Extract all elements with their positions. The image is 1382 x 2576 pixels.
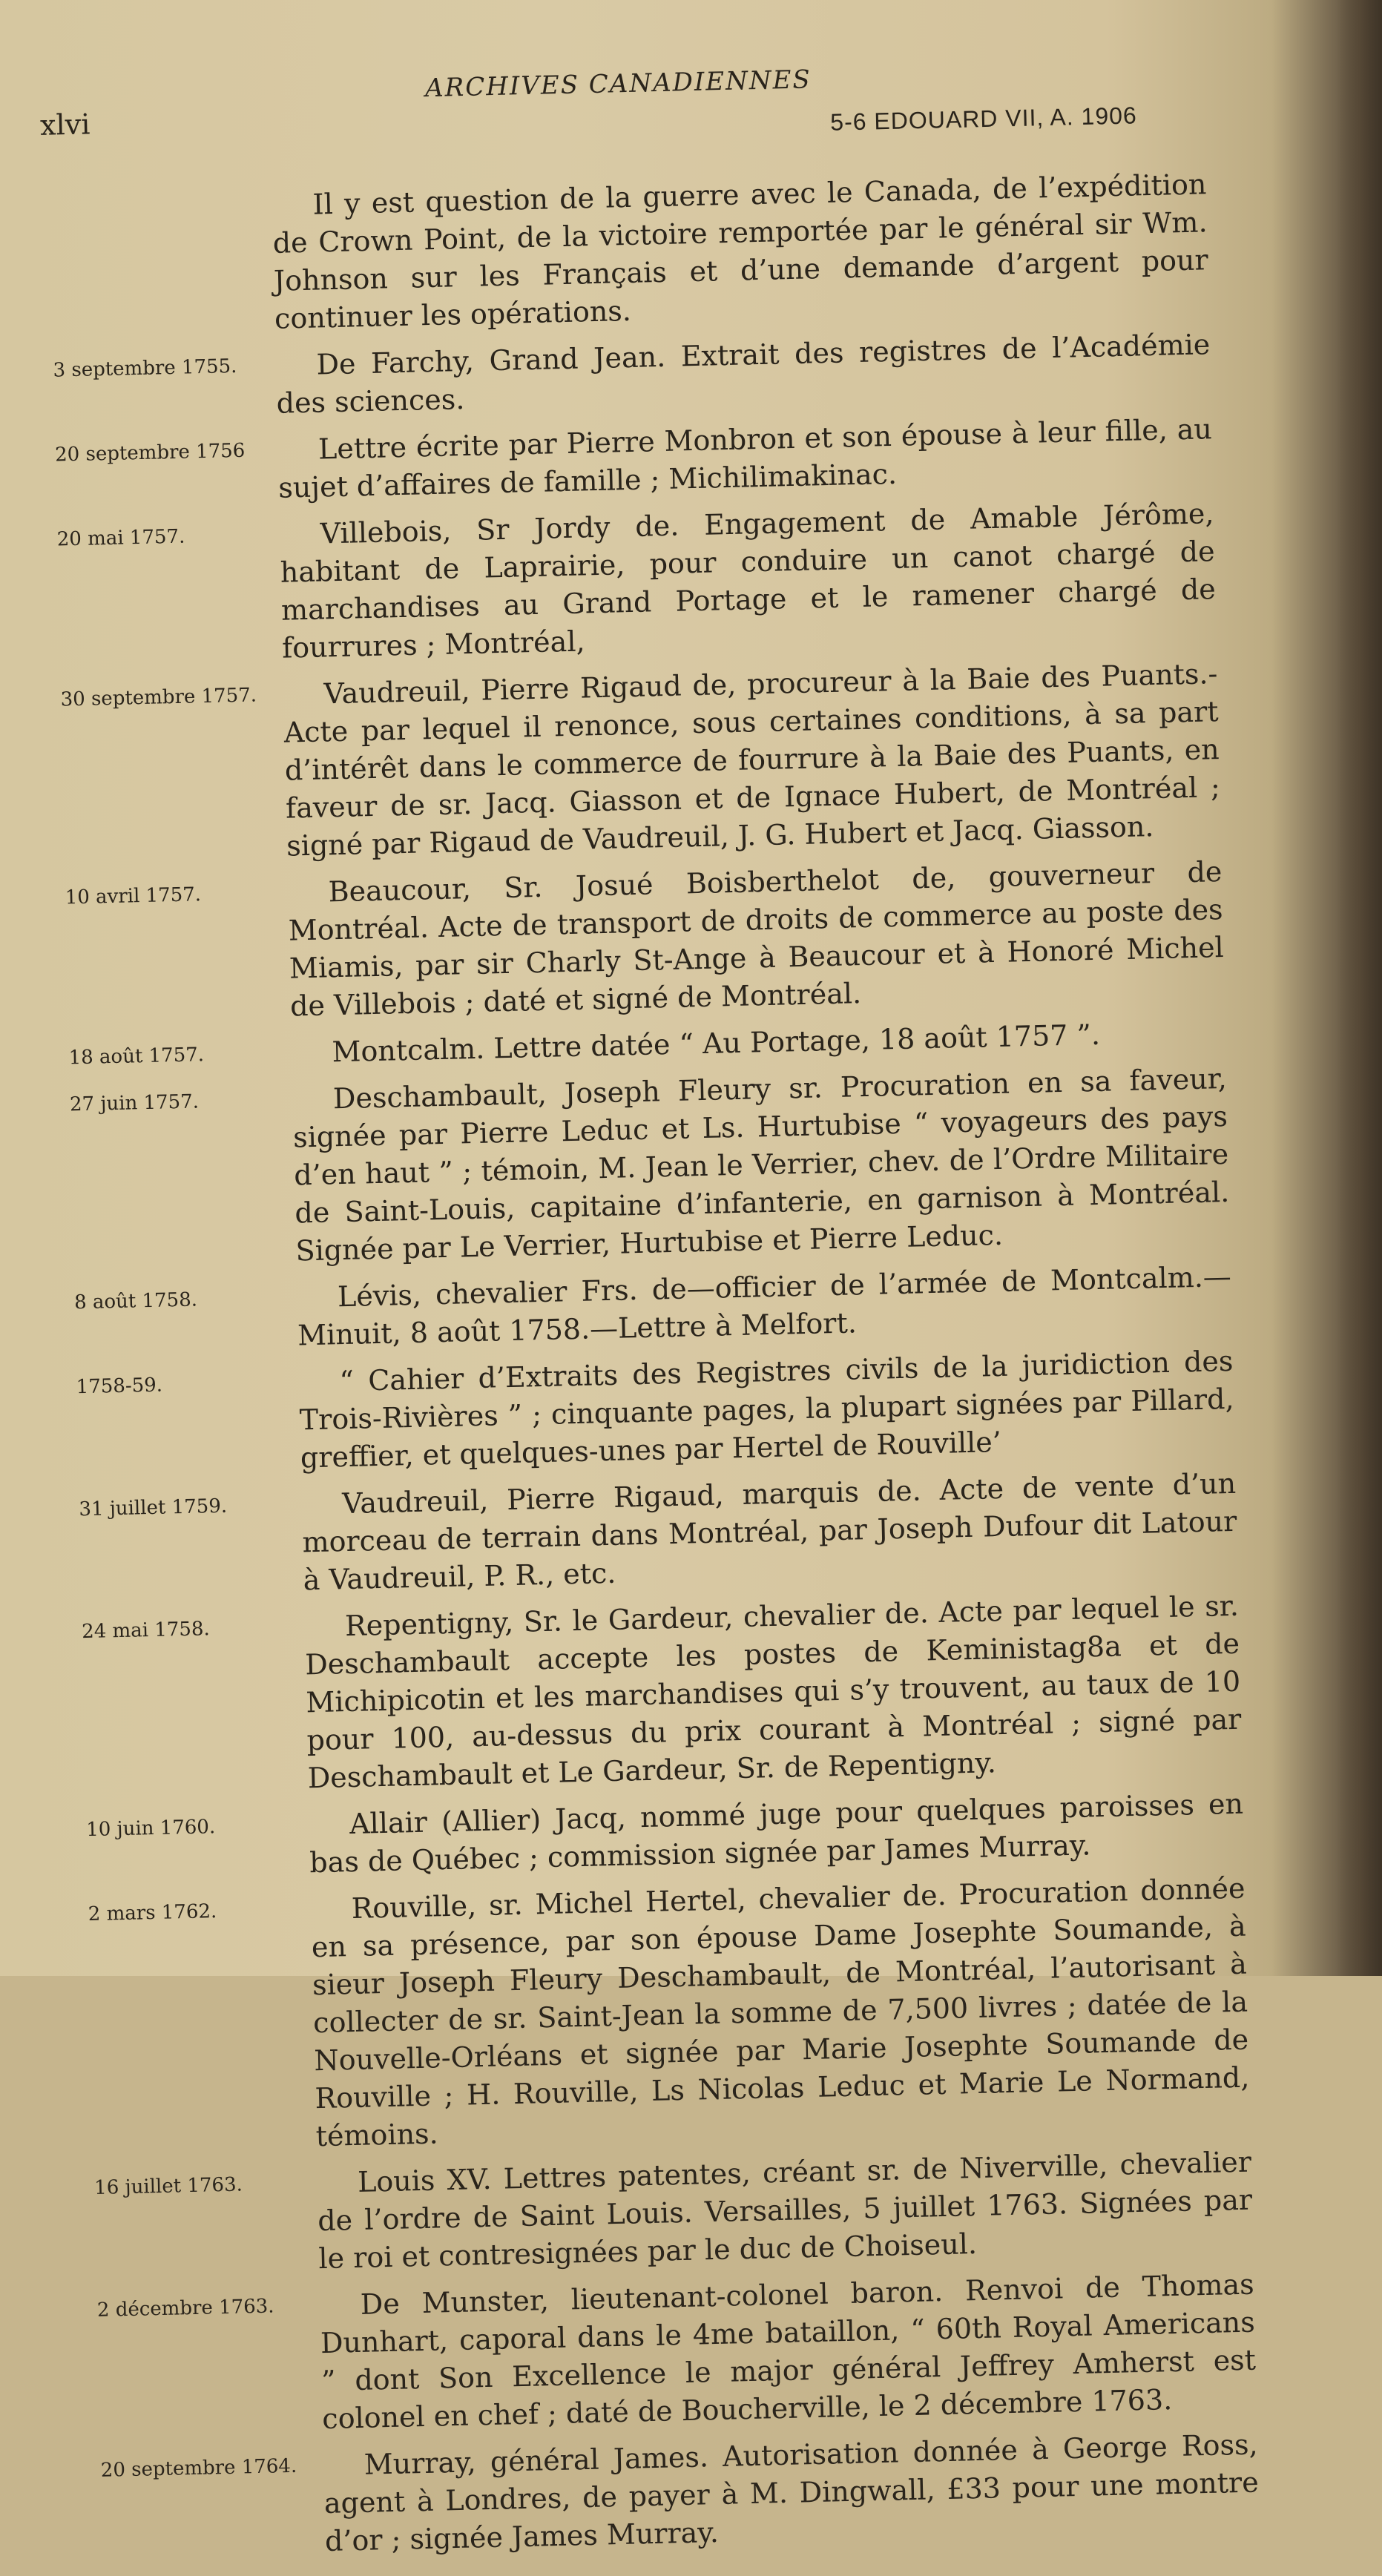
session-label: 5-6 EDOUARD VII, A. 1906 [829, 102, 1138, 136]
entry-date: 8 août 1758. [73, 1288, 198, 1314]
entry-date [49, 194, 286, 199]
entry-date: 31 juillet 1759. [79, 1495, 228, 1521]
entry-list [0, 165, 1297, 2576]
entry [12, 1464, 1275, 1607]
entry-date: 20 septembre 1756 [54, 439, 246, 467]
entry-text: Louis XV. Lettres patentes, créant sr. de Niverville, chevalier de l’ordre de Saint Louis. Versailles, 5 juillet 1763. Signées par le roi et contresignées par le duc de Choiseul. [317, 2145, 1253, 2276]
running-title: ARCHIVES CANADIENNES [424, 65, 812, 104]
entry [33, 2425, 1297, 2567]
page-number: xlvi [39, 108, 91, 142]
entry-text: Beaucour, Sr. Josué Boisberthelot de, gouverneur de Montréal. Acte de transport de droits de commerce au poste des Miamis, par sir Charly St-Ange à Beaucour et à Honoré Michel de Villebois ; daté et signé de Montréal. [288, 855, 1225, 1023]
entry-date: 27 juin 1757. [69, 1090, 200, 1116]
entry-text: Vaudreuil, Pierre Rigaud de, procureur à la Baie des Puants.- Acte par lequel il renonce, sous certaines conditions, à sa part d’intérêt dans le commerce de fourrure à la Baie des Puants, en faveur de sr. Jacq. Giasson et de Ignace Hubert, de Montréal ; signé par Rigaud de Vaudreuil, J. G. Hubert et Jacq. Giasson. [283, 657, 1221, 863]
entry-text: Deschambault, Joseph Fleury sr. Procuration en sa faveur, signée par Pierre Leduc et Ls. Hurtubise “ voyageurs des pays d’en haut ” ; témoin, M. Jean le Verrier, chev. de l’Ordre Militaire de Saint-Louis, capitaine d’infanterie, en garnison à Montréal. Signée par Le Verrier, Hurtubise et Pierre Leduc. [292, 1061, 1230, 1268]
entry [21, 1869, 1288, 2162]
entry-text: Murray, général James. Autorisation donnée à George Ross, agent à Londres, de payer à M. Dingwall, £33 pour une montre d’or ; signée James Murray. [323, 2428, 1260, 2558]
entry-date: 20 mai 1757. [56, 525, 185, 551]
entry-date: 2 décembre 1763. [96, 2295, 274, 2322]
entry-date: 20 septembre 1764. [100, 2454, 297, 2482]
entry [27, 2142, 1291, 2285]
entry-text: Villebois, Sr Jordy de. Engagement de Amable Jérôme, habitant de Laprairie, pour conduire un canot chargé de marchandises au Grand Portage et le ramener chargé de fourrures ; Montréal, [280, 497, 1217, 665]
entry [0, 852, 1262, 1032]
entry [3, 1059, 1268, 1277]
entry-date: 18 août 1757. [68, 1044, 205, 1070]
entry [9, 1342, 1272, 1484]
entry [0, 494, 1254, 674]
entry [0, 654, 1259, 872]
entry-text: Lévis, chevalier Frs. de—officier de l’armée de Montcalm.—Minuit, 8 août 1758.—Lettre à Melfort. [297, 1259, 1232, 1352]
entry-date: 30 septembre 1757. [60, 684, 257, 711]
entry-date: 10 avril 1757. [65, 883, 202, 909]
entry-text: Montcalm. Lettre datée “ Au Portage, 18 août 1757 ”. [332, 1018, 1101, 1069]
entry-text: De Farchy, Grand Jean. Extrait des registres de l’Académie des sciences. [276, 328, 1211, 420]
entry-date: 1758-59. [76, 1374, 163, 1399]
entry-text: Lettre écrite par Pierre Monbron et son épouse à leur fille, au sujet d’affaires de famille ; Michilimakinac. [277, 412, 1213, 504]
entry-date: 3 septembre 1755. [53, 355, 237, 382]
entry [0, 165, 1246, 345]
entry-text: Repentigny, Sr. le Gardeur, chevalier de. Acte par lequel le sr. Deschambault accepte les postes de Keministag8a et de Michipicotin et les marchandises qui s’y trouvent, au taux de 10 pour 100, au-dessus du prix courant à Montréal ; signé par Deschambault et Le Gardeur, Sr. de Repentigny. [304, 1589, 1242, 1795]
entry-text: Il y est question de la guerre avec le Canada, de l’expédition de Crown Point, de la victoire remportée par le général sir Wm. Johnson sur les Français et d’une demande d’argent pour continuer les opérations. [272, 168, 1209, 335]
entry-text: De Munster, lieutenant-colonel baron. Renvoi de Thomas Dunhart, caporal dans le 4me bataillon, “ 60th Royal Americans ” dont Son Excellence le major général Jeffrey Amherst est colonel en chef ; daté de Boucherville, le 2 décembre 1763. [320, 2267, 1257, 2436]
entry-text: Vaudreuil, Pierre Rigaud, marquis de. Acte de vente d’un morceau de terrain dans Montréal, par Joseph Dufour dit Latour à Vaudreuil, P. R., etc. [302, 1466, 1237, 1597]
entry-date: 2 mars 1762. [88, 1900, 217, 1926]
entry-text: Allair (Allier) Jacq, nommé juge pour quelques paroisses en bas de Québec ; commission signée par James Murray. [309, 1787, 1244, 1880]
entry-text: “ Cahier d’Extraits des Registres civils de la juridiction des Trois-Rivières ” ; cinquante pages, la plupart signées par Pillard, greffier, et quelques-unes par Hertel de Rouville’ [299, 1344, 1234, 1475]
entry-text: Rouville, sr. Michel Hertel, chevalier de. Procuration donnée en sa présence, par son épouse Dame Josephte Soumande, à sieur Joseph Fleury Deschambault, de Montréal, l’autorisant à collecter de sr. Saint-Jean la somme de 7,500 livres ; datée de la Nouvelle-Orléans et signée par Marie Josephte Soumande de Rouville ; H. Rouville, Ls Nicolas Leduc et Marie Le Normand, témoins. [311, 1871, 1250, 2153]
entry [15, 1587, 1280, 1805]
entry-date: 24 mai 1758. [81, 1618, 211, 1644]
entry-date: 16 juillet 1763. [93, 2173, 243, 2199]
entry [30, 2264, 1294, 2445]
entry-date: 10 juin 1760. [85, 1816, 216, 1842]
